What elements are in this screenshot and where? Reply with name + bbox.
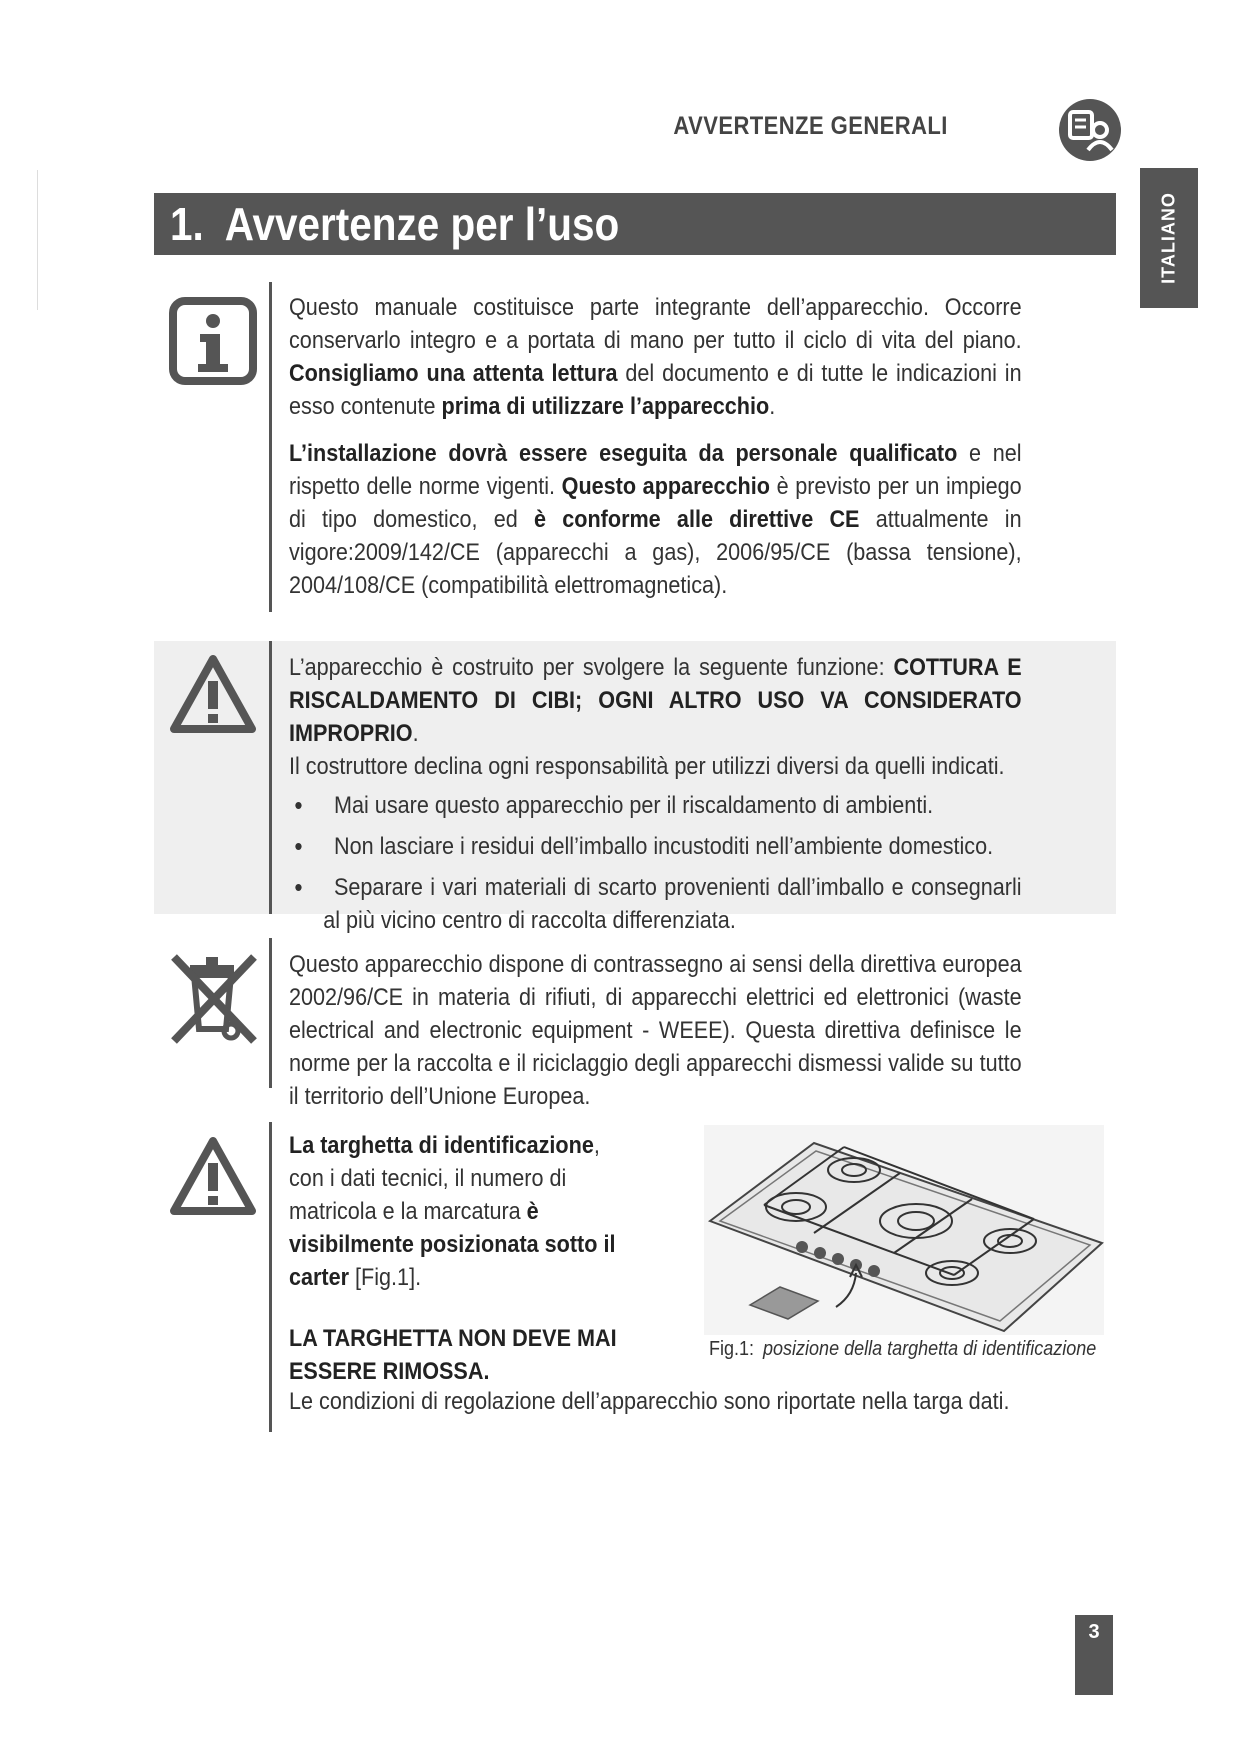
info-block-text: [289, 291, 1022, 602]
weee-paragraph: Questo apparecchio dispone di contrassegno ai sensi della direttiva europea 2002/96/CE in materia di rifiuti, di apparecchi elettrici ed elettronici (waste electrical and electronic equipment - WEEE). Questa direttiva definisce le norme per la raccolta e il riciclaggio degli apparecchi dismessi valide su tutto il territorio dell’Unione Europea.: [289, 951, 1022, 1110]
weee-block-text: [289, 948, 1022, 1113]
weee-block-rule: [269, 938, 272, 1088]
warning-triangle-icon: [168, 653, 258, 735]
info-icon: [168, 296, 258, 386]
section-title: Avvertenze per l’uso: [224, 198, 620, 250]
plate-block-rule: [269, 1122, 272, 1432]
warning-block-rule: [269, 641, 272, 914]
language-label: ITALIANO: [1158, 192, 1179, 284]
info-paragraph-2: L’installazione dovrà essere eseguita da personale qualificato e nel rispetto delle norme vigenti. Questo apparecchio è previsto per un impiego di tipo domestico, ed è conforme alle direttive CE attualmente in vigore:2009/142/CE (apparecchi a gas), 2006/95/CE (bassa tensione), 2004/108/CE (compatibilità elettromagnetica).: [289, 440, 1022, 599]
list-item: • Non lasciare i residui dell’imballo incustoditi nell’ambiente domestico.: [294, 831, 994, 861]
list-item: • Separare i vari materiali di scarto provenienti dall’imballo e consegnarli al più vicino centro di raccolta differenziata.: [294, 872, 1022, 934]
figure-caption-text: posizione della targhetta di identificazione: [763, 1338, 1097, 1360]
figure-label: Fig.1:: [709, 1338, 755, 1360]
hob-figure: [704, 1125, 1104, 1335]
margin-rule: [37, 170, 38, 310]
weee-crossed-bin-icon: [168, 951, 260, 1047]
reading-manual-icon: [1058, 98, 1122, 162]
list-item: • Mai usare questo apparecchio per il riscaldamento di ambienti.: [294, 790, 934, 820]
plate-footer-note: Le condizioni di regolazione dell’apparecchio sono riportate nella targa dati.: [289, 1388, 1010, 1415]
info-paragraph-1: Questo manuale costituisce parte integrante dell’apparecchio. Occorre conservarlo integro e a portata di mano per tutto il ciclo di vita del piano. Consigliamo una attenta lettura del documento e di tutte le indicazioni in esso contenute prima di utilizzare l’apparecchio.: [289, 294, 1022, 420]
plate-paragraph-2: LA TARGHETTA NON DEVE MAI ESSERE RIMOSSA.: [289, 1325, 617, 1385]
warning-block-text: [289, 651, 1022, 945]
page-number-tab: [1075, 1615, 1113, 1695]
section-number: 1.: [170, 198, 204, 250]
header-title: AVVERTENZE GENERALI: [673, 112, 948, 140]
warning-paragraph-2: Il costruttore declina ogni responsabilità per utilizzi diversi da quelli indicati.: [289, 753, 1005, 780]
plate-paragraph-1: La targhetta di identificazione, con i dati tecnici, il numero di matricola e la marcatura è visibilmente posizionata sotto il carter [Fig.1].: [289, 1132, 616, 1291]
warning-bullet-list: [289, 789, 1022, 937]
section-heading: [170, 197, 619, 251]
plate-block-text: [289, 1129, 640, 1388]
figure-caption: [709, 1338, 1096, 1361]
info-block-rule: [269, 282, 272, 612]
warning-triangle-icon: [168, 1135, 258, 1217]
warning-paragraph-1: L’apparecchio è costruito per svolgere la seguente funzione: COTTURA E RISCALDAMENTO DI CIBI; OGNI ALTRO USO VA CONSIDERATO IMPROPRIO.: [289, 654, 1022, 747]
page-number: 3: [1088, 1621, 1100, 1643]
section-heading-bar: [154, 193, 1116, 255]
language-tab: [1140, 168, 1198, 308]
